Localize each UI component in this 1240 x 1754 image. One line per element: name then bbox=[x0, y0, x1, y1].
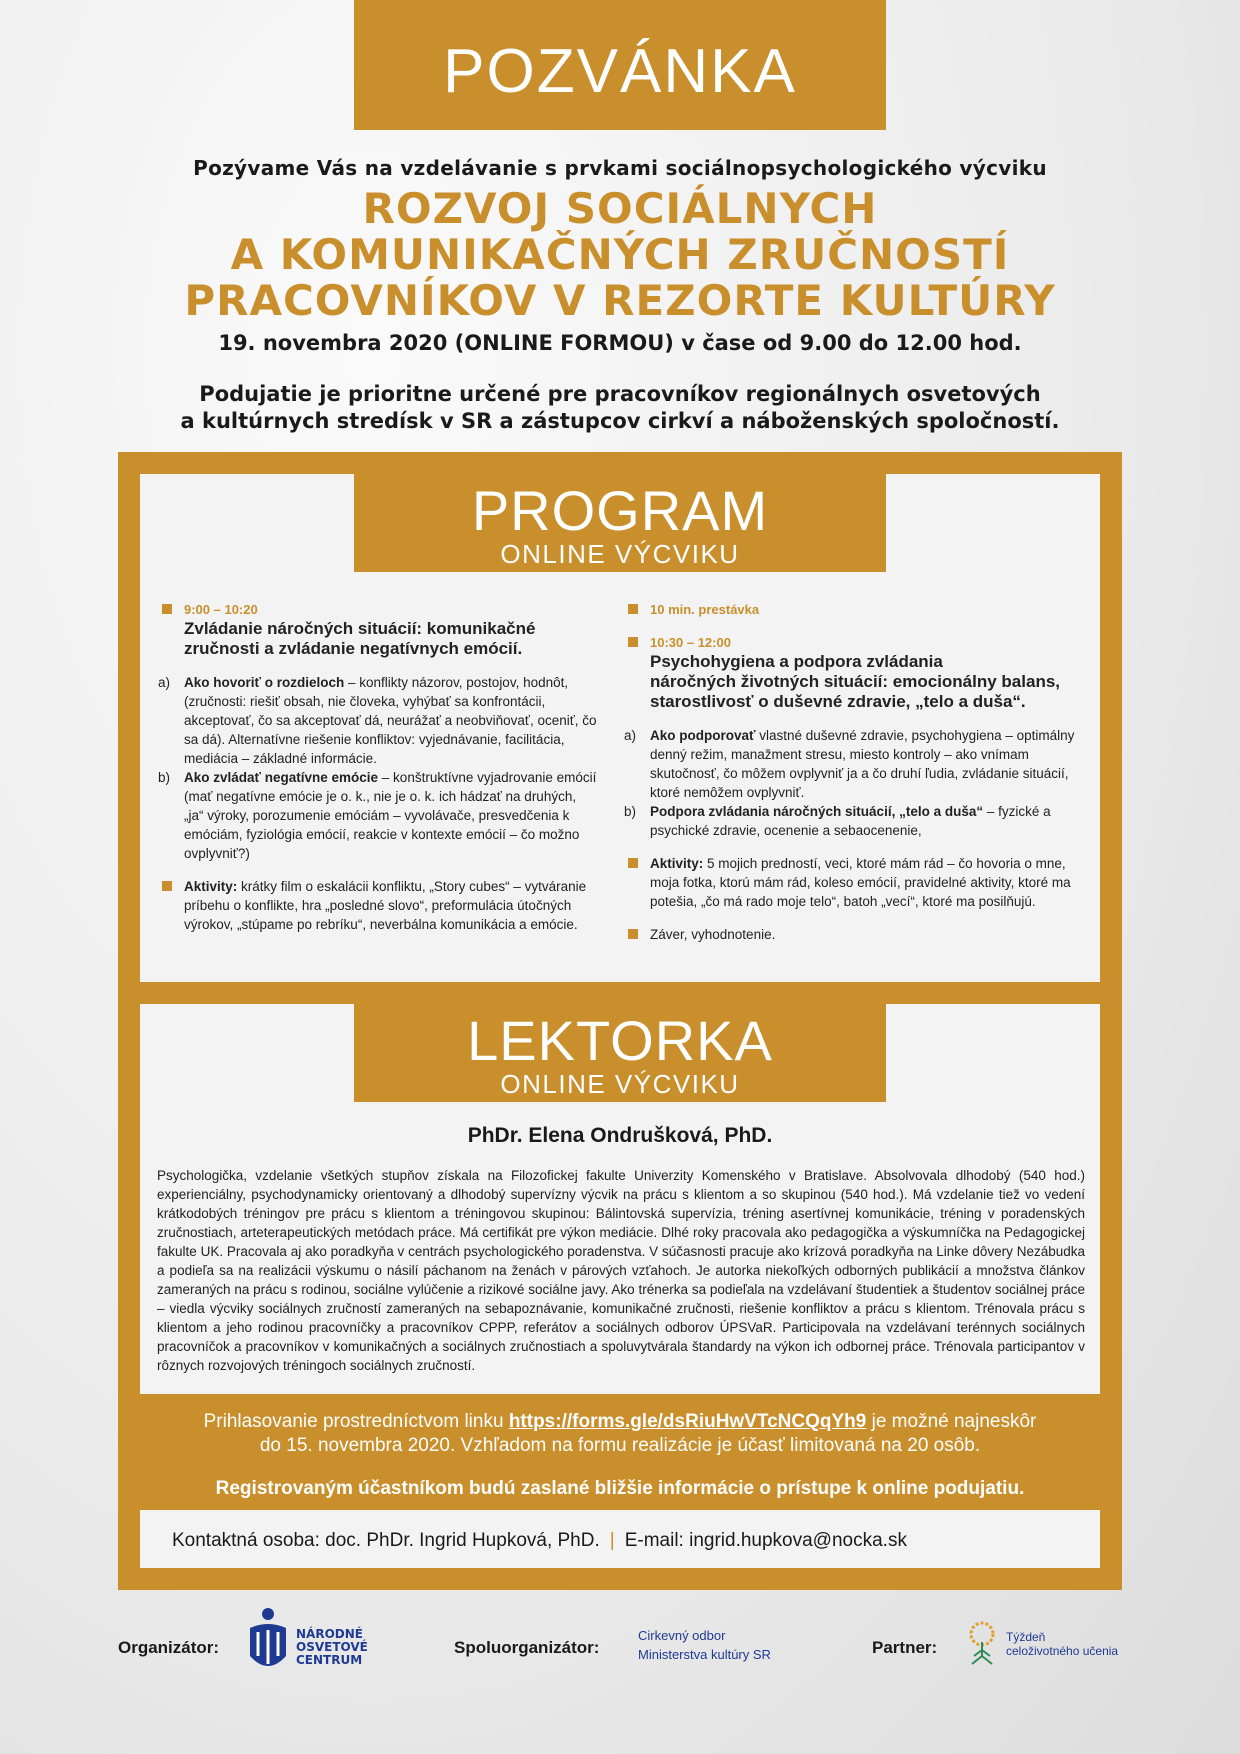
coorganizer-name bbox=[638, 1626, 771, 1664]
lecturer-heading: LEKTORKA bbox=[467, 1009, 773, 1072]
activities-block bbox=[624, 854, 1084, 911]
session-topic-line: starostlivosť o duševné zdravie, „telo a duša“. bbox=[650, 692, 1026, 711]
program-right-column bbox=[624, 600, 1084, 944]
session-topic-line: Psychohygiena a podpora zvládania bbox=[650, 652, 943, 671]
event-title bbox=[0, 186, 1240, 324]
program-item bbox=[624, 802, 1084, 840]
contact-line bbox=[172, 1530, 907, 1552]
footer bbox=[0, 1600, 1240, 1710]
program-left-column bbox=[158, 600, 598, 934]
coorganizer-line: Ministerstva kultúry SR bbox=[638, 1647, 771, 1662]
session-topic bbox=[650, 652, 1084, 712]
contact-email[interactable]: E-mail: ingrid.hupkova@nocka.sk bbox=[624, 1530, 907, 1551]
tree-logo-icon bbox=[962, 1620, 1002, 1666]
lecturer-name: PhDr. Elena Ondrušková, PhD. bbox=[467, 1124, 773, 1147]
registration-link[interactable]: https://forms.gle/dsRiuHwVTcNCQqYh9 bbox=[508, 1411, 867, 1432]
break-label: 10 min. prestávka bbox=[650, 602, 760, 617]
audience-line: a kultúrnych stredísk v SR a zástupcov cirkví a náboženských spoločností. bbox=[180, 409, 1060, 433]
registration-text: je možné najneskôr bbox=[866, 1411, 1037, 1432]
square-bullet-icon bbox=[628, 858, 638, 868]
registration-info bbox=[140, 1410, 1100, 1458]
lecturer-bio: Psychologička, vzdelanie všetkých stupňov získala na Filozofickej fakulte Univerzity Komenského v Bratislave. Absolvovala dlhodobý (540 hod.) experienciálny, psychodynamicky orientovaný a dlhodobý supervízny výcvik na prácu s klientom a so skupinou (540 hod.). Má vzdelanie tiež vo vedení krátkodobých tréningov pre prácu s klientom a tréningovou skupinou: Bálintovská supervízia, tréning asertívnej komunikácie, tréning v poradenských zručnostiach, arteterapeutických metódach práce. Má certifikát pre výkon mediácie. Dlhé roky pracovala ako pedagogička a výskumníčka na Pedagogickej fakulte UK. Pracovala aj ako poradkyňa v centrách psychologického poradenstva. V súčasnosti pracuje ako krízová poradkyňa na Linke dôvery Nezábudka a podieľa sa na realizácii výskumu o násilí páchanom na ženách v párových vzťahoch. Je autorka niekoľkých odborných publikácií a množstva článkov zameraných na prácu s rodinou, sociálne vylúčenie a rizikové sociálne javy. Ako trénerka sa podieľala na vzdelávaní študentiek a študentov sociálnej práce – viedla výcviky sociálnych zručností zameraných na sebapoznávanie, komunikačné zručnosti, riešenie konfliktov a prácu s klientom. Trénovala prácu s klientom a jeho rodinou pracovníčky a pracovníkov CPPP, referátov a sociálnych odborov ÚPSVaR. Participovala na vzdelávaní terénnych sociálnych pracovníčok a pracovníkov v komunikačných a sociálnych zručnostiach a spoluvytvárala štandardy na výkon ich odbornej práce. Trénovala participantov v rôznych rozvojových tréningoch sociálnych zručností. bbox=[157, 1168, 1085, 1373]
lecturer-heading-tab bbox=[354, 1004, 886, 1102]
closing-text: Záver, vyhodnotenie. bbox=[650, 927, 776, 942]
square-bullet-icon bbox=[628, 604, 638, 614]
item-label: b) bbox=[158, 770, 171, 785]
break-block bbox=[624, 600, 1084, 619]
item-bold: Podpora zvládania náročných situácií, „telo a duša“ bbox=[650, 804, 984, 819]
closing-block bbox=[624, 925, 1084, 944]
item-text: – konštruktívne vyjadrovanie emócií (mať negatívne emócie je o. k., nie je o. k. ich hádzať na druhých, „ja“ výroky, porozumenie emóciám – vyvolávače, presvedčenia k emóciám, fyziológia emócií, reakcie v kontexte emócií – čo možno ovplyvniť?) bbox=[184, 770, 597, 861]
intro-line: Pozývame Vás na vzdelávanie s prvkami sociálnopsychologického výcviku bbox=[193, 156, 1047, 180]
session-block bbox=[624, 633, 1084, 712]
item-label: b) bbox=[624, 804, 637, 819]
session-topic-line: zručnosti a zvládanie negatívnych emócií. bbox=[184, 639, 523, 658]
organizer-logo-line: OSVETOVÉ bbox=[296, 1640, 368, 1654]
program-subheading: ONLINE VÝCVIKU bbox=[500, 539, 740, 569]
organizer-logo-line: CENTRUM bbox=[296, 1653, 363, 1667]
event-title-line: ROZVOJ SOCIÁLNYCH bbox=[362, 184, 878, 233]
square-bullet-icon bbox=[162, 881, 172, 891]
partner-label: Partner: bbox=[872, 1638, 938, 1657]
coorganizer-label: Spoluorganizátor: bbox=[454, 1638, 600, 1657]
registration-deadline: do 15. novembra 2020. Vzhľadom na formu realizácie je účasť limitovaná na 20 osôb. bbox=[259, 1435, 981, 1456]
lecturer-subheading: ONLINE VÝCVIKU bbox=[500, 1069, 740, 1099]
audience-text bbox=[0, 381, 1240, 435]
item-text: – fyzické a psychické zdravie, ocenenie a sebaocenenie, bbox=[650, 804, 1051, 838]
program-item bbox=[158, 673, 598, 768]
item-text: – konflikty názorov, postojov, hodnôt, (zručnosti: riešiť obsah, nie človeka, vyhýbať sa konfrontácii, akceptovať, čo sa akceptovať dá, neurážať a neobviňovať, oceniť, čo sa dá). Alternatívne riešenie konfliktov: vyjednávanie, facilitácia, mediácia – základné informácie. bbox=[184, 675, 597, 766]
session-topic-line: Zvládanie náročných situácií: komunikačné bbox=[184, 619, 536, 638]
session-time: 10:30 – 12:00 bbox=[650, 635, 731, 650]
event-title-line: A KOMUNIKAČNÝCH ZRUČNOSTÍ bbox=[230, 230, 1010, 279]
item-text: vlastné duševné zdravie, psychohygiena – optimálny denný režim, manažment stresu, miesto kontroly – ako vnímam skutočnosť, čo môžem ovplyvniť ja a čo druhí ľudia, zvládanie situácií, ktoré nemôžem ovplyvniť. bbox=[650, 728, 1075, 800]
item-bold: Ako zvládať negatívne emócie bbox=[184, 770, 379, 785]
square-bullet-icon bbox=[628, 637, 638, 647]
coorganizer-line: Cirkevný odbor bbox=[638, 1628, 726, 1643]
square-bullet-icon bbox=[162, 604, 172, 614]
session-topic bbox=[184, 619, 598, 659]
item-label: a) bbox=[158, 675, 171, 690]
session-block bbox=[158, 600, 598, 659]
activities-text: 5 mojich predností, veci, ktoré mám rád – čo hovoria o mne, moja fotka, ktorú mám rád, koleso emócií, pravidelné aktivity, ktoré ma potešia, „čo má rado moje telo“, batoh „vecí“, ktoré ma posilňujú. bbox=[650, 856, 1071, 909]
program-heading: PROGRAM bbox=[471, 479, 769, 542]
item-bold: Ako hovoriť o rozdieloch bbox=[184, 675, 345, 690]
header-banner bbox=[354, 0, 886, 130]
registration-text: Prihlasovanie prostredníctvom linku bbox=[203, 1411, 509, 1432]
program-heading-tab bbox=[354, 474, 886, 572]
event-date: 19. novembra 2020 (ONLINE FORMOU) v čase od 9.00 do 12.00 hod. bbox=[218, 331, 1022, 355]
session-time: 9:00 – 10:20 bbox=[184, 602, 258, 617]
activities-label: Aktivity: bbox=[184, 879, 238, 894]
audience-line: Podujatie je prioritne určené pre pracovníkov regionálnych osvetových bbox=[199, 382, 1041, 406]
organizer-logo-text bbox=[296, 1628, 368, 1667]
registration-note: Registrovaným účastníkom budú zaslané bližšie informácie o prístupe k online podujatiu. bbox=[215, 1478, 1025, 1499]
square-bullet-icon bbox=[628, 929, 638, 939]
item-label: a) bbox=[624, 728, 637, 743]
contact-person: Kontaktná osoba: doc. PhDr. Ingrid Hupková, PhD. bbox=[172, 1530, 600, 1551]
program-item bbox=[624, 726, 1084, 802]
event-title-line: PRACOVNÍKOV V REZORTE KULTÚRY bbox=[184, 276, 1056, 325]
activities-label: Aktivity: bbox=[650, 856, 704, 871]
partner-line: celoživotného učenia bbox=[1006, 1644, 1119, 1658]
session-topic-line: náročných životných situácií: emocionálny balans, bbox=[650, 672, 1061, 691]
contact-separator: | bbox=[609, 1530, 615, 1551]
partner-name bbox=[1006, 1630, 1118, 1658]
activities-text: krátky film o eskalácii konfliktu, „Story cubes“ – vytváranie príbehu o konflikte, hra „posledné slovo“, preformulácia útočných výrokov, „stúpame po rebríku“, neverbálna komunikácia a emócie. bbox=[184, 879, 587, 932]
activities-block bbox=[158, 877, 598, 934]
organizer-label: Organizátor: bbox=[118, 1638, 220, 1657]
item-bold: Ako podporovať bbox=[650, 728, 756, 743]
partner-line: Týždeň bbox=[1006, 1630, 1046, 1644]
organizer-logo-line: NÁRODNÉ bbox=[296, 1627, 363, 1641]
program-item bbox=[158, 768, 598, 863]
noc-logo-icon bbox=[246, 1606, 290, 1676]
header-title: POZVÁNKA bbox=[443, 37, 797, 106]
